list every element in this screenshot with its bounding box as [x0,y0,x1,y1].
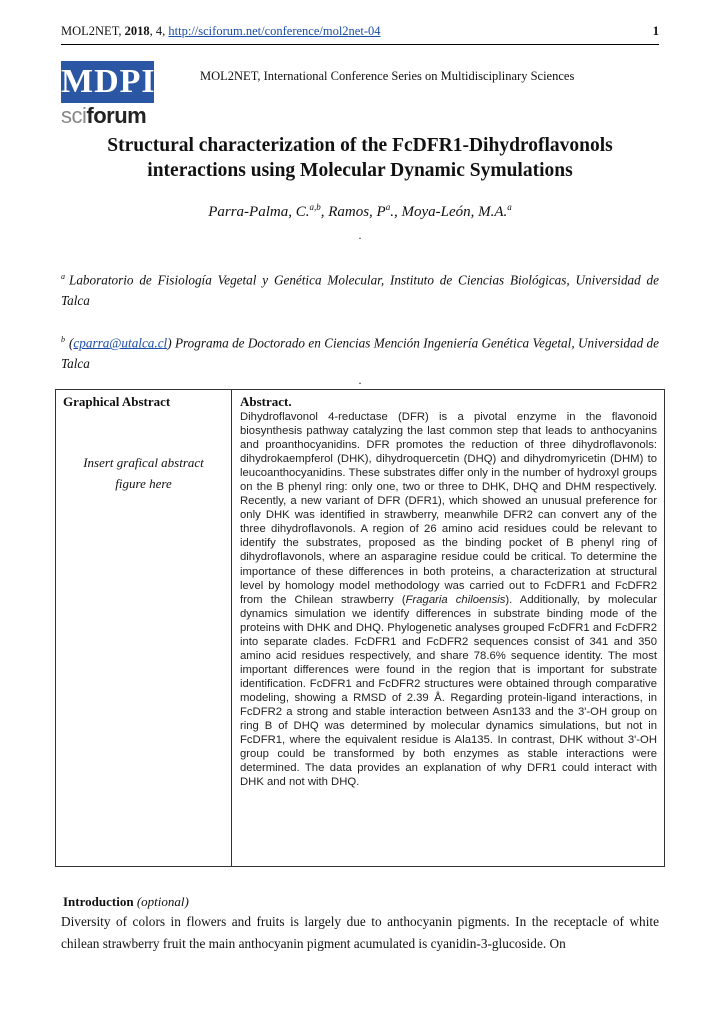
abstract-heading: Abstract. [240,394,292,409]
mdpi-sciforum-logo [61,61,156,129]
header-citation: MOL2NET, 2018, 4, http://sciforum.net/conference/mol2net-04 [61,24,381,38]
separator-dot-2: . [358,373,362,387]
affiliation-b: $^b$ (cparra@utalca.cl) Programa de Doctorado en Ciencias Mención Ingeniería Genética Vegetal, Universidad de Talca [61,335,659,372]
paper-title: Structural characterization of the FcDFR1-Dihydroflavonols interactions using Molecular Dynamic Symulations [107,135,613,181]
separator-dot: . [358,228,362,242]
affiliation-a: $^a$ Laboratorio de Fisiología Vegetal y Genética Molecular, Instituto de Ciencias Biológicas, Universidad de Talca [61,272,659,309]
abstract-body: Dihydroflavonol 4-reductase (DFR) is a pivotal enzyme in the flavonoid biosynthesis pathway catalyzing the last common step that leads to anthocyanins and proanthocyanidins. DFR promotes the reduction of three dihydroflavonols: dihydrokaempferol (DHK), dihydroquercetin (DHQ) and dihydromyricetin (DHM) to leucoanthocyanidins. These substrates differ only in the number of hydroxyl groups on the B phenyl ring: only one, two or three to DHK, DHQ and DHM respectively. Recently, a new variant of DFR (DFR1), which showed an unusual preference for only DHK was identified in strawberry, meanwhile DFR2 can convert any of the three dihydroflavonols. A region of 26 amino acid residues could be relevant to identify the substrates, proposed as the binding pocket of B phenyl ring of dihydroflavonols, where an asparagine residue could be critical. To determine the importance of these differences in both proteins, a characterization at structural level by homology model methodology was carried out to FcDFR1 and FcDFR2 from the Chilean strawberry (Fragaria chiloensis). Additionally, by molecular dynamics simulation we identify differences in substrate binding mode of the proteins with DHK and DHQ. Phylogenetic analyses grouped FcDFR1 and FcDFR2 into separate clades. FcDFR1 and FcDFR2 sequences consist of 341 and 350 amino acid residues respectively, and share 78.6% sequence identity. The most important differences were found in the region that is important for substrate identification. FcDFR1 and FcDFR2 structures were obtained through comparative modeling, showing a RMSD of 2.39 Å. Regarding protein-ligand interactions, in FcDFR2 a strong and stable interaction between Asn133 and the 3'-OH group on ring B of DHQ was determined by molecular dynamics simulations, but not in FcDFR1, where the equivalent residue is Ala135. In contrast, DHK without 3'-OH group could be transformed by both enzymes as stable interactions were determined. The data provides an explanation of why DFR1 could interact with DHK and not with DHQ. [240,411,658,789]
table-divider [231,390,232,866]
mdpi-logo: MDPI [61,61,154,103]
introduction-heading: Introduction (optional) [63,894,189,909]
introduction-text: Diversity of colors in flowers and fruits is largely due to anthocyanin pigments. In the receptacle of white chilean strawberry fruit the main anthocyanin pigment acumulated is cyanidin-3-glucoside. On [61,914,659,951]
author-email-link[interactable]: cparra@utalca.cl [73,335,168,351]
sciforum-logo: sciforum [61,103,147,128]
graphical-abstract-heading: Graphical Abstract [63,394,171,409]
conference-url-link[interactable]: http://sciforum.net/conference/mol2net-04 [168,24,381,38]
page-number: 1 [652,24,659,38]
conference-series: MOL2NET, International Conference Series on Multidisciplinary Sciences [200,69,575,83]
author-list: Parra-Palma, C.$^{a,b}$, Ramos, $P^a$., Moya-León, M.A.$^a$ [208,202,512,220]
abstract-table [55,389,665,867]
graphical-abstract-placeholder: Insert grafical abstract figure here [83,455,204,491]
running-header [61,22,659,45]
